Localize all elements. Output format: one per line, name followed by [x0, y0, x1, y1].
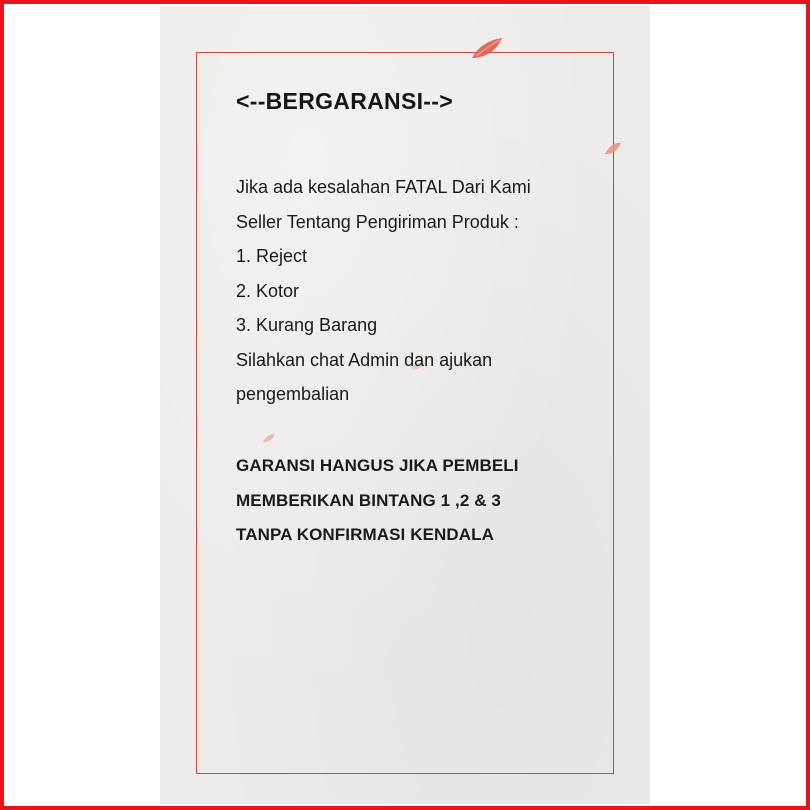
notice-line: MEMBERIKAN BINTANG 1 ,2 & 3 — [236, 490, 501, 510]
card-border — [196, 52, 614, 774]
card-title: <--BERGARANSI--> — [236, 88, 453, 114]
notice-line: GARANSI HANGUS JIKA PEMBELI — [236, 456, 519, 475]
petal-icon — [262, 432, 276, 444]
terms-line: 3. Kurang Barang — [236, 315, 378, 335]
notice-line: TANPA KONFIRMASI KENDALA — [236, 525, 495, 544]
warranty-void-notice — [236, 449, 596, 553]
terms-line: 2. Kotor — [236, 280, 300, 301]
terms-line: Jika ada kesalahan FATAL Dari Kami — [236, 177, 531, 197]
terms-line: pengembalian — [236, 384, 350, 404]
terms-line: Silahkan chat Admin dan ajukan — [236, 349, 493, 370]
petal-icon — [470, 36, 504, 62]
terms-line: Seller Tentang Pengiriman Produk : — [236, 211, 519, 232]
terms-line: 1. Reject — [236, 246, 308, 266]
warranty-terms — [236, 170, 596, 412]
petal-icon — [603, 140, 623, 158]
